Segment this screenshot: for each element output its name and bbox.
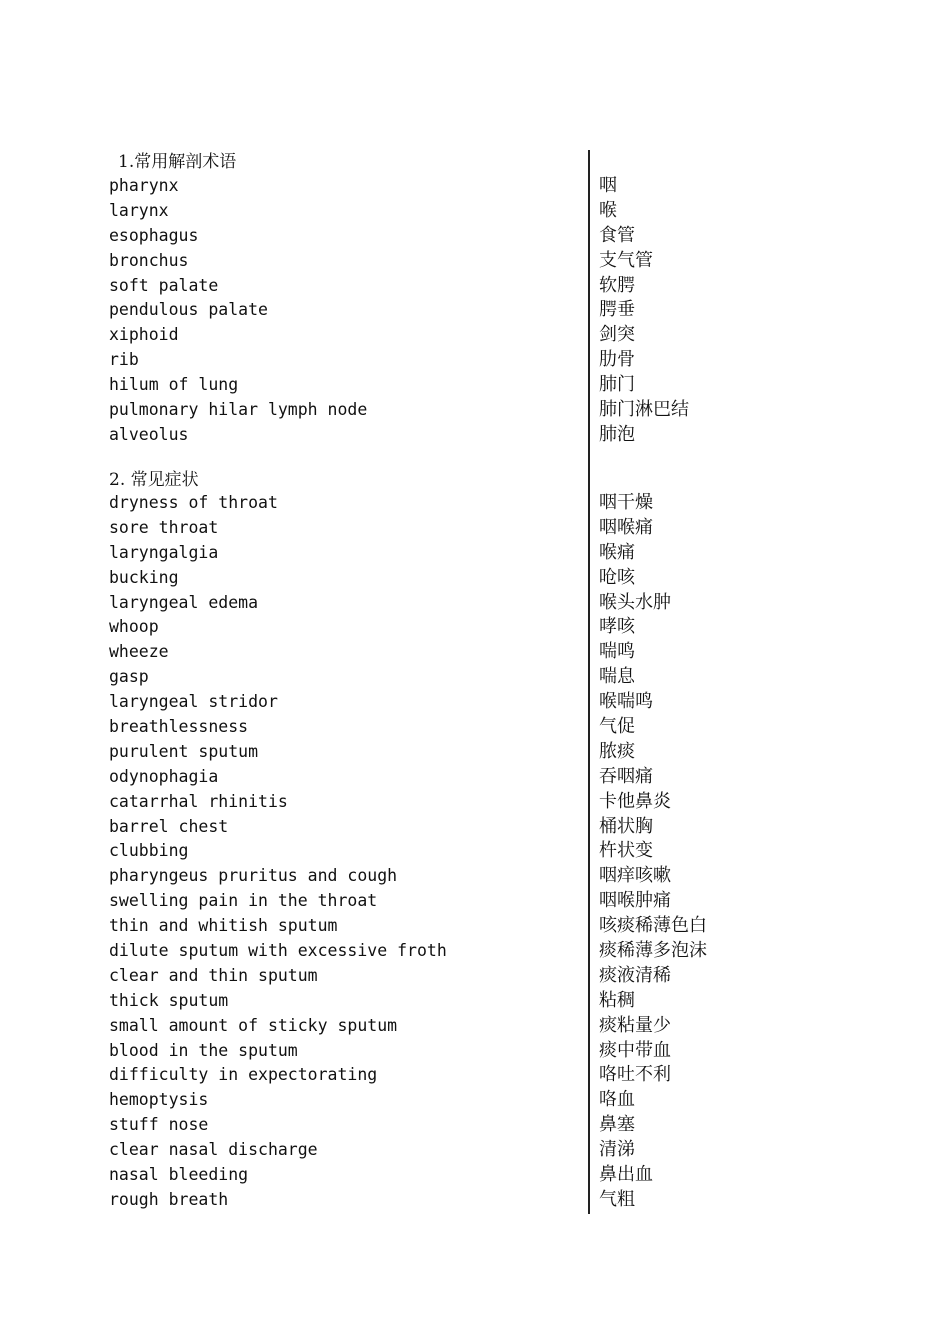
term-row [0,715,950,740]
chinese-term: 桶状胸 [599,815,653,837]
term-row [0,690,950,715]
chinese-term: 喘鸣 [599,641,635,663]
english-term: bucking [109,567,179,587]
english-term: blood in the sputum [109,1040,298,1060]
section-heading-symptoms: 2. 常见症状 [109,470,199,490]
english-term: laryngeal stridor [109,692,278,712]
english-term: soft palate [109,275,219,295]
english-term: pharynx [109,176,179,195]
chinese-term: 痰粘量少 [599,1014,671,1036]
term-row [0,889,950,914]
term-row [0,1188,950,1213]
term-row [0,398,950,423]
chinese-term: 痰稀薄多泡沫 [599,940,707,962]
term-row [0,541,950,566]
english-term: clubbing [109,841,189,861]
term-row [0,199,950,224]
term-row [0,1163,950,1188]
chinese-term: 脓痰 [599,740,635,762]
chinese-term: 软腭 [599,274,635,296]
term-row [0,224,950,249]
chinese-term: 腭垂 [599,299,635,321]
chinese-term: 卡他鼻炎 [599,790,671,812]
english-term: bronchus [109,250,189,270]
term-row [0,1039,950,1064]
section-heading-anatomy: 1.常用解剖术语 [118,152,237,172]
term-row [0,516,950,541]
english-term: esophagus [109,225,199,245]
term-row [0,765,950,790]
chinese-term: 痰液清稀 [599,964,671,986]
chinese-term: 咽 [599,175,617,196]
chinese-term: 呛咳 [599,566,635,588]
chinese-term: 喉 [599,199,617,221]
chinese-term: 杵状变 [599,840,653,862]
term-row [0,566,950,591]
chinese-term: 咽喉痛 [599,516,653,538]
english-term: barrel chest [109,816,229,836]
english-term: clear nasal discharge [109,1140,318,1160]
term-row [0,1063,950,1088]
term-row [0,1088,950,1113]
term-row [0,640,950,665]
chinese-term: 鼻出血 [599,1164,653,1186]
term-row [0,839,950,864]
chinese-term: 咯吐不利 [599,1064,671,1086]
english-term: dilute sputum with excessive froth [109,941,447,961]
term-row [0,815,950,840]
chinese-term: 咳痰稀薄色白 [599,915,707,937]
english-term: pharyngeus pruritus and cough [109,866,398,886]
chinese-term: 支气管 [599,249,653,271]
english-term: purulent sputum [109,741,259,761]
term-row [0,174,950,199]
chinese-term: 喉喘鸣 [599,691,653,713]
chinese-term: 气粗 [599,1188,635,1210]
chinese-term: 肋骨 [599,349,635,371]
term-row [0,373,950,398]
chinese-term: 食管 [599,224,635,246]
english-term: difficulty in expectorating [109,1065,378,1085]
term-row [0,864,950,889]
chinese-term: 咽痒咳嗽 [599,865,671,887]
term-row [0,1138,950,1163]
anatomy-terms-list [0,174,950,448]
term-row [0,491,950,516]
english-term: breathlessness [109,717,249,737]
chinese-term: 肺门淋巴结 [599,399,689,421]
english-term: catarrhal rhinitis [109,791,288,811]
term-row [0,323,950,348]
english-term: pendulous palate [109,300,268,320]
english-term: gasp [109,667,149,687]
chinese-term: 气促 [599,716,635,738]
english-term: thin and whitish sputum [109,916,338,936]
chinese-term: 痰中带血 [599,1039,671,1061]
chinese-term: 吞咽痛 [599,765,653,787]
term-row [0,939,950,964]
chinese-term: 剑突 [599,324,635,346]
english-term: alveolus [109,424,189,444]
chinese-term: 肺门 [599,374,635,396]
english-term: xiphoid [109,325,179,345]
term-row [0,790,950,815]
term-row [0,989,950,1014]
term-row [0,964,950,989]
english-term: hilum of lung [109,375,239,395]
chinese-term: 鼻塞 [599,1114,635,1136]
chinese-term: 肺泡 [599,423,635,445]
english-term: swelling pain in the throat [109,891,378,911]
english-term: larynx [109,200,169,220]
chinese-term: 喘息 [599,666,635,688]
english-term: stuff nose [109,1115,209,1135]
term-row [0,1113,950,1138]
english-term: pulmonary hilar lymph node [109,400,368,420]
english-term: laryngeal edema [109,592,259,612]
english-term: sore throat [109,517,219,537]
chinese-term: 喉头水肿 [599,591,671,613]
term-row [0,591,950,616]
english-term: rib [109,350,139,370]
symptom-terms-list [0,491,950,1213]
chinese-term: 清涕 [599,1139,635,1161]
term-row [0,423,950,448]
english-term: small amount of sticky sputum [109,1015,398,1035]
chinese-term: 粘稠 [599,989,635,1011]
english-term: wheeze [109,642,169,662]
term-row [0,740,950,765]
english-term: odynophagia [109,766,219,786]
term-row [0,665,950,690]
term-row [0,615,950,640]
english-term: clear and thin sputum [109,965,318,985]
english-term: whoop [109,617,159,637]
english-term: thick sputum [109,990,229,1010]
english-term: laryngalgia [109,542,219,562]
english-term: rough breath [109,1189,229,1209]
chinese-term: 咯血 [599,1089,635,1111]
english-term: nasal bleeding [109,1165,249,1185]
term-row [0,274,950,299]
chinese-term: 咽干燥 [599,492,653,513]
term-row [0,914,950,939]
term-row [0,249,950,274]
chinese-term: 咽喉肿痛 [599,890,671,912]
english-term: dryness of throat [109,493,278,512]
term-row [0,298,950,323]
chinese-term: 喉痛 [599,541,635,563]
english-term: hemoptysis [109,1090,209,1110]
term-row [0,1014,950,1039]
term-row [0,348,950,373]
chinese-term: 哮咳 [599,616,635,638]
